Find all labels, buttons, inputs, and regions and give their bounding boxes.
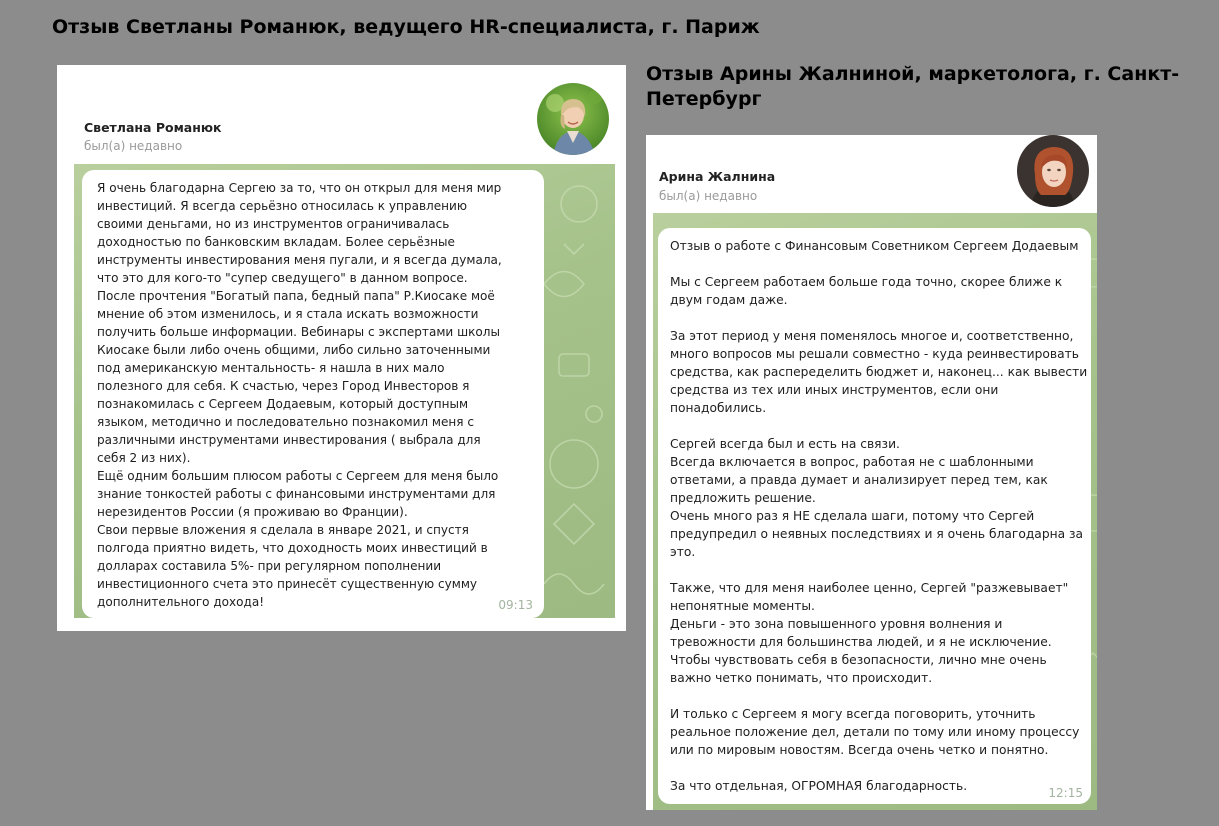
review-heading-svetlana: Отзыв Светланы Романюк, ведущего HR-специалиста, г. Париж xyxy=(52,16,760,38)
chat-background xyxy=(74,164,615,618)
review-heading-arina: Отзыв Арины Жалниной, маркетолога, г. Санкт-Петербург xyxy=(646,63,1180,110)
message-bubble[interactable] xyxy=(658,228,1091,804)
review-screenshot-arina xyxy=(646,135,1097,810)
review-screenshot-svetlana xyxy=(57,65,626,631)
message-text: Я очень благодарна Сергею за то, что он открыл для меня мир инвестиций. Я всегда серьёзно относилась к управлению своими деньгами, но из инструментов ограничивалась доходностью по банковским вкладам. Более серьёзные инструменты инвестирования меня пугали, и я всегда думала, что это для кого-то "супер сведущего" в данном вопросе. После прочтения "Богатый папа, бедный папа" Р.Киосаке моё мнение об этом изменилось, и я стала искать возможности получить больше информации. Вебинары с экспертами школы Киосаке были либо очень общими, либо сильно заточенными под американскую ментальность- я нашла в них мало полезного для себя. К счастью, через Город Инвесторов я познакомилась с Сергеем Додаевым, который доступным языком, методично и последовательно познакомил меня с различными инструментами инвестирования ( выбрала для себя 2 из них). Ещё одним большим плюсом работы с Сергеем для меня было знание тонкостей работы с финансовыми инструментами для нерезидентов России (я проживаю во Франции). Свои первые вложения я сделала в январе 2021, и спустя полгода приятно видеть, что доходность моих инвестиций в долларах составила 5%- при регулярном пополнении инвестиционного счета это принесёт существенную сумму дополнительного дохода! xyxy=(97,181,502,609)
user-photo-icon[interactable] xyxy=(537,83,609,155)
message-text: Отзыв о работе с Финансовым Советником Сергеем Додаевым Мы с Сергеем работаем больше года точно, скорее ближе к двум годам даже. За этот период у меня поменялось многое и, соответственно, много вопросов мы решали совместно - куда реинвестировать средства, как распеределить бюджет и, наконец... как вывести средства из тех или иных инструментов, если они понадобились. Сергей всегда был и есть на связи. Всегда включается в вопрос, работая не с шаблонными ответами, а правда думает и анализирует перед тем, как предложить решение. Очень много раз я НЕ сделала шаги, потому что Сергей предупредил о неявных последствиях и я очень благодарна за это. Также, что для меня наиболее ценно, Сергей "разжевывает" непонятные моменты. Деньги - это зона повышенного уровня волнения и тревожности для большинства людей, и я не исключение. Чтобы чувствовать себя в безопасности, лично мне очень важно четко понимать, что происходит. И только с Сергеем я могу всегда поговорить, уточнить реальное положение дел, детали по тому или иному процессу или по мировым новостям. Всегда очень четко и понятно. За что отдельная, ОГРОМНАЯ благодарность. xyxy=(670,239,1088,793)
message-time: 09:13 xyxy=(498,598,533,612)
contact-status: был(а) недавно xyxy=(84,139,183,153)
message-time: 12:15 xyxy=(1048,786,1083,800)
message-bubble[interactable] xyxy=(82,170,544,618)
contact-name[interactable]: Светлана Романюк xyxy=(84,120,222,135)
user-photo-icon[interactable] xyxy=(1017,135,1089,207)
contact-name[interactable]: Арина Жалнина xyxy=(659,169,776,184)
chat-background xyxy=(653,213,1097,810)
contact-status: был(а) недавно xyxy=(659,189,758,203)
